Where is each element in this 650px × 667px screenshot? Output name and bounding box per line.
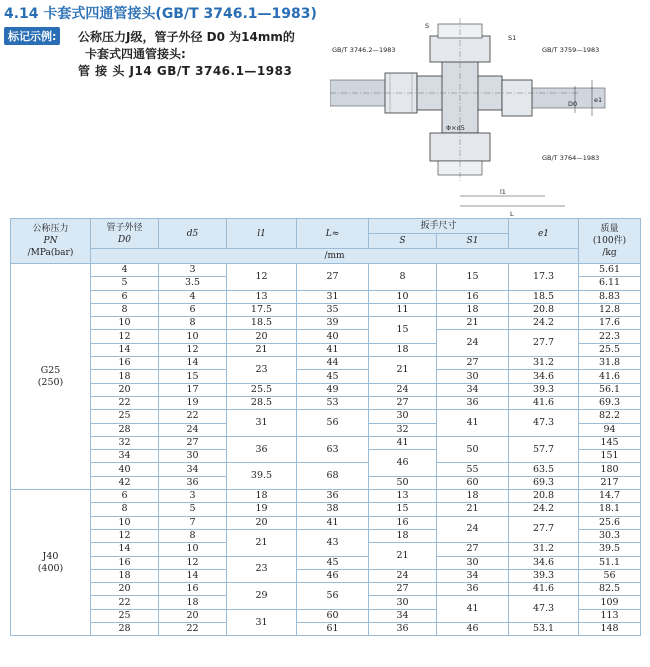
label-gb3759: GB/T 3759—1983 [542, 46, 600, 54]
table-cell: 14.7 [579, 490, 641, 503]
table-cell: 36 [297, 490, 369, 503]
table-cell: 15 [437, 264, 509, 291]
table-cell: 21 [437, 503, 509, 516]
table-cell: 32 [91, 436, 159, 449]
table-cell: 18 [91, 569, 159, 582]
header-wrench: 扳手尺寸 [369, 219, 509, 234]
table-cell: 56 [297, 410, 369, 437]
table-cell: 22 [159, 623, 227, 636]
label-gb3764: GB/T 3764—1983 [542, 154, 600, 162]
table-cell: 3.5 [159, 277, 227, 290]
table-row [11, 436, 641, 449]
table-cell: 28.5 [227, 396, 297, 409]
table-cell: 24 [159, 423, 227, 436]
table-cell: 29 [227, 583, 297, 610]
cross-fitting-drawing [330, 18, 620, 218]
table-cell: 18 [369, 529, 437, 542]
table-cell: 18.5 [509, 290, 579, 303]
table-cell: 145 [579, 436, 641, 449]
table-cell: 41 [369, 436, 437, 449]
table-cell: 17.5 [227, 303, 297, 316]
table-cell: 30 [369, 596, 437, 609]
table-cell: 22 [159, 410, 227, 423]
table-cell: 12 [159, 343, 227, 356]
table-cell: 27 [437, 357, 509, 370]
table-cell: 22 [91, 596, 159, 609]
table-cell: 42 [91, 476, 159, 489]
table-cell: 46 [297, 569, 369, 582]
table-cell: 14 [91, 343, 159, 356]
table-cell: 61 [297, 623, 369, 636]
table-cell: 17 [159, 383, 227, 396]
header-l1: l1 [227, 219, 297, 249]
table-row [11, 490, 641, 503]
table-cell: 18 [437, 490, 509, 503]
table-cell: 60 [297, 609, 369, 622]
label-d5: Φ×d5 [446, 124, 465, 132]
table-cell: 19 [159, 396, 227, 409]
pressure-group-label: J40 (400) [11, 490, 91, 636]
table-cell: 12 [159, 556, 227, 569]
table-cell: 35 [297, 303, 369, 316]
table-cell: 39 [297, 317, 369, 330]
label-s1: S1 [508, 34, 517, 42]
label-l1: l1 [500, 188, 506, 196]
table-cell: 30 [369, 410, 437, 423]
table-cell: 45 [297, 370, 369, 383]
table-cell: 25 [91, 609, 159, 622]
table-cell: 41 [437, 410, 509, 437]
table-cell: 41 [297, 516, 369, 529]
table-cell: 40 [297, 330, 369, 343]
table-cell: 24 [369, 569, 437, 582]
table-cell: 94 [579, 423, 641, 436]
table-cell: 8 [159, 317, 227, 330]
table-cell: 39.3 [509, 569, 579, 582]
table-cell: 31.2 [509, 357, 579, 370]
table-cell: 16 [159, 583, 227, 596]
table-cell: 34.6 [509, 556, 579, 569]
table-cell: 30 [159, 450, 227, 463]
table-cell: 63 [297, 436, 369, 463]
table-cell: 41 [437, 596, 509, 623]
table-cell: 39.5 [227, 463, 297, 490]
table-cell: 24 [437, 516, 509, 543]
table-row [11, 370, 641, 383]
header-pressure: 公称压力 PN /MPa(bar) [11, 219, 91, 264]
table-cell: 15 [159, 370, 227, 383]
table-cell: 47.3 [509, 596, 579, 623]
table-cell: 31 [297, 290, 369, 303]
table-row [11, 463, 641, 476]
table-cell: 20 [159, 609, 227, 622]
table-cell: 82.5 [579, 583, 641, 596]
table-cell: 39.5 [579, 543, 641, 556]
table-cell: 82.2 [579, 410, 641, 423]
table-cell: 27 [159, 436, 227, 449]
table-cell: 6 [91, 490, 159, 503]
table-row [11, 330, 641, 343]
table-cell: 41.6 [509, 396, 579, 409]
table-cell: 15 [369, 503, 437, 516]
table-cell: 27 [369, 583, 437, 596]
table-row [11, 317, 641, 330]
table-row [11, 583, 641, 596]
table-cell: 30 [437, 370, 509, 383]
table-cell: 21 [437, 317, 509, 330]
table-cell: 12 [91, 330, 159, 343]
table-cell: 36 [437, 583, 509, 596]
table-cell: 20 [91, 383, 159, 396]
table-cell: 41 [297, 343, 369, 356]
table-cell: 14 [91, 543, 159, 556]
table-cell: 20 [227, 516, 297, 529]
table-cell: 16 [91, 556, 159, 569]
header-mass: 质量 (100件) /kg [579, 219, 641, 264]
table-cell: 15 [369, 317, 437, 344]
table-cell: 57.7 [509, 436, 579, 463]
table-cell: 56 [297, 583, 369, 610]
table-cell: 27 [437, 543, 509, 556]
table-cell: 21 [369, 357, 437, 384]
table-cell: 69.3 [579, 396, 641, 409]
table-cell: 13 [369, 490, 437, 503]
table-cell: 17.3 [509, 264, 579, 291]
table-cell: 50 [369, 476, 437, 489]
header-d0: 管子外径 D0 [91, 219, 159, 249]
table-cell: 6 [159, 303, 227, 316]
table-cell: 41.6 [579, 370, 641, 383]
table-row [11, 410, 641, 423]
example-line-1: 公称压力J级，管子外径 D0 为14mm的 [78, 30, 295, 44]
table-cell: 7 [159, 516, 227, 529]
label-gb3746-2: GB/T 3746.2—1983 [332, 46, 396, 54]
table-cell: 8.83 [579, 290, 641, 303]
table-cell: 34 [437, 569, 509, 582]
table-cell: 12 [91, 529, 159, 542]
table-cell: 14 [159, 357, 227, 370]
table-cell: 46 [369, 450, 437, 477]
label-L: L [510, 210, 514, 218]
table-cell: 10 [91, 317, 159, 330]
header-d5: d5 [159, 219, 227, 249]
example-line-2: 卡套式四通管接头: [85, 47, 186, 61]
table-cell: 27 [297, 264, 369, 291]
table-cell: 21 [227, 529, 297, 556]
table-cell: 40 [91, 463, 159, 476]
table-cell: 31 [227, 609, 297, 636]
table-cell: 22.3 [579, 330, 641, 343]
table-cell: 20 [91, 583, 159, 596]
table-cell: 31 [227, 410, 297, 437]
table-cell: 6 [91, 290, 159, 303]
table-cell: 55 [437, 463, 509, 476]
table-cell: 18.1 [579, 503, 641, 516]
table-cell: 36 [227, 436, 297, 463]
table-cell: 56 [579, 569, 641, 582]
table-cell: 23 [227, 357, 297, 384]
table-cell: 60 [437, 476, 509, 489]
table-cell: 16 [437, 290, 509, 303]
label-d0: D0 [568, 100, 578, 108]
table-cell: 17.6 [579, 317, 641, 330]
table-cell: 38 [297, 503, 369, 516]
header-e1: e1 [509, 219, 579, 249]
table-row [11, 569, 641, 582]
table-cell: 68 [297, 463, 369, 490]
table-cell: 47.3 [509, 410, 579, 437]
example-line-3: 管 接 头 J14 GB/T 3746.1—1983 [78, 64, 293, 78]
spec-table-body [11, 264, 641, 636]
table-cell: 31.8 [579, 357, 641, 370]
table-cell: 30.3 [579, 529, 641, 542]
table-cell: 51.1 [579, 556, 641, 569]
table-cell: 34 [91, 450, 159, 463]
spec-table [10, 218, 641, 636]
page-title: 4.14 卡套式四通管接头(GB/T 3746.1—1983) [4, 6, 317, 22]
table-cell: 18 [369, 343, 437, 356]
table-cell: 34 [159, 463, 227, 476]
table-cell: 23 [227, 556, 297, 583]
table-row [11, 264, 641, 277]
table-cell: 41.6 [509, 583, 579, 596]
table-cell: 12.8 [579, 303, 641, 316]
table-cell: 24.2 [509, 317, 579, 330]
table-row [11, 396, 641, 409]
table-cell: 10 [369, 290, 437, 303]
table-cell: 27.7 [509, 516, 579, 543]
table-cell: 18 [159, 596, 227, 609]
table-row [11, 303, 641, 316]
example-tag: 标记示例: [4, 27, 60, 45]
table-cell: 25.6 [579, 516, 641, 529]
table-cell: 12 [227, 264, 297, 291]
table-cell: 3 [159, 264, 227, 277]
header-S: S [369, 234, 437, 249]
table-cell: 14 [159, 569, 227, 582]
table-cell: 25 [91, 410, 159, 423]
table-cell: 8 [91, 303, 159, 316]
table-cell: 5 [159, 503, 227, 516]
table-cell: 20.8 [509, 303, 579, 316]
table-cell: 32 [369, 423, 437, 436]
table-cell: 44 [297, 357, 369, 370]
table-cell: 53 [297, 396, 369, 409]
table-cell: 30 [437, 556, 509, 569]
header-S1: S1 [437, 234, 509, 249]
table-cell: 8 [159, 529, 227, 542]
table-cell: 19 [227, 503, 297, 516]
table-cell: 13 [227, 290, 297, 303]
table-cell: 39.3 [509, 383, 579, 396]
table-cell: 148 [579, 623, 641, 636]
table-cell: 18 [91, 370, 159, 383]
table-row [11, 290, 641, 303]
table-cell: 27.7 [509, 330, 579, 357]
table-cell: 45 [297, 556, 369, 569]
table-cell: 28 [91, 423, 159, 436]
table-cell: 16 [369, 516, 437, 529]
table-cell: 217 [579, 476, 641, 489]
table-cell: 24 [369, 383, 437, 396]
table-cell: 18 [227, 490, 297, 503]
table-cell: 28 [91, 623, 159, 636]
table-cell: 20 [227, 330, 297, 343]
table-cell: 34 [369, 609, 437, 622]
table-cell: 56.1 [579, 383, 641, 396]
table-cell: 6.11 [579, 277, 641, 290]
table-row [11, 556, 641, 569]
table-cell: 36 [369, 623, 437, 636]
table-cell: 46 [437, 623, 509, 636]
table-cell: 8 [369, 264, 437, 291]
table-cell: 50 [437, 436, 509, 463]
table-cell: 10 [91, 516, 159, 529]
table-cell: 36 [437, 396, 509, 409]
table-cell: 63.5 [509, 463, 579, 476]
table-cell: 4 [91, 264, 159, 277]
table-cell: 24.2 [509, 503, 579, 516]
label-s: S [425, 22, 430, 30]
table-cell: 4 [159, 290, 227, 303]
table-cell: 24 [437, 330, 509, 357]
table-cell: 180 [579, 463, 641, 476]
table-cell: 10 [159, 330, 227, 343]
table-cell: 5 [91, 277, 159, 290]
table-row [11, 357, 641, 370]
header-L: L≈ [297, 219, 369, 249]
table-cell: 27 [369, 396, 437, 409]
table-cell: 34 [437, 383, 509, 396]
table-cell: 22 [91, 396, 159, 409]
table-cell: 31.2 [509, 543, 579, 556]
table-cell: 49 [297, 383, 369, 396]
table-cell: 34.6 [509, 370, 579, 383]
table-cell: 25.5 [579, 343, 641, 356]
table-cell: 25.5 [227, 383, 297, 396]
table-cell: 16 [91, 357, 159, 370]
table-row [11, 623, 641, 636]
table-cell: 3 [159, 490, 227, 503]
pressure-group-label: G25 (250) [11, 264, 91, 490]
cross-fitting-svg [330, 18, 620, 218]
table-row [11, 383, 641, 396]
table-row [11, 503, 641, 516]
table-cell: 36 [159, 476, 227, 489]
label-e1: e1 [594, 96, 603, 104]
table-cell: 69.3 [509, 476, 579, 489]
table-cell: 109 [579, 596, 641, 609]
table-cell: 8 [91, 503, 159, 516]
table-cell: 10 [159, 543, 227, 556]
table-cell: 5.61 [579, 264, 641, 277]
header-unit: /mm [91, 249, 579, 264]
table-cell: 151 [579, 450, 641, 463]
table-cell: 53.1 [509, 623, 579, 636]
table-cell: 43 [297, 529, 369, 556]
table-cell: 113 [579, 609, 641, 622]
table-cell: 21 [227, 343, 297, 356]
table-cell: 18.5 [227, 317, 297, 330]
table-cell: 11 [369, 303, 437, 316]
table-cell: 21 [369, 543, 437, 570]
table-cell: 20.8 [509, 490, 579, 503]
table-cell: 18 [437, 303, 509, 316]
table-row [11, 516, 641, 529]
